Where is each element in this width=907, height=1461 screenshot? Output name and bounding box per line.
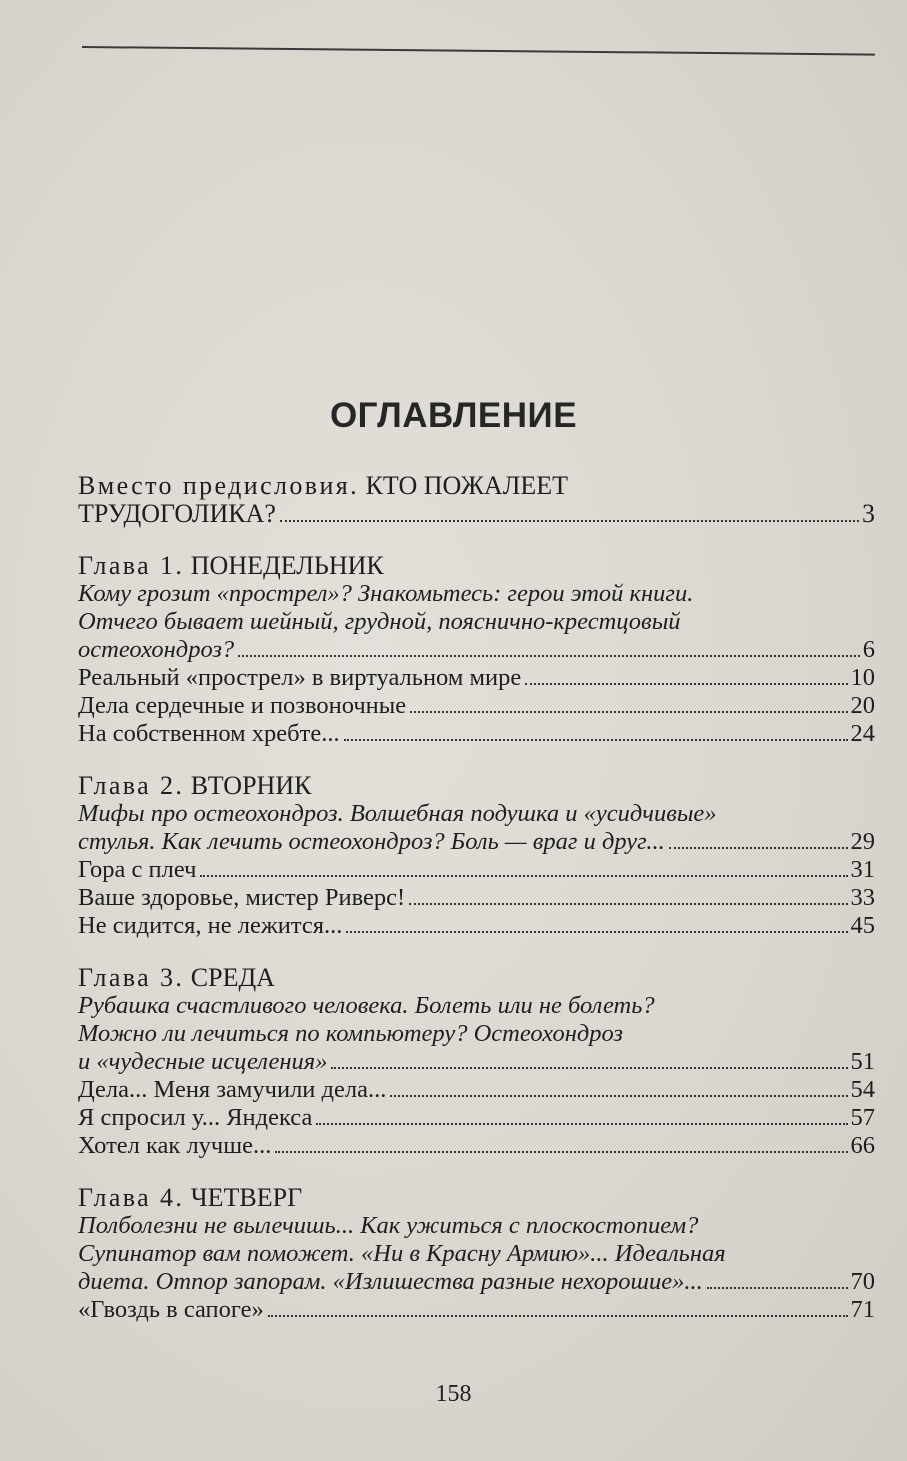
dot-leader	[525, 683, 847, 685]
toc-entry: Реальный «прострел» в виртуальном мире 10	[78, 664, 875, 691]
dot-leader	[344, 739, 848, 741]
dot-leader	[238, 655, 860, 657]
dot-leader	[280, 520, 859, 522]
dot-leader	[707, 1287, 848, 1289]
dot-leader	[268, 1315, 848, 1317]
chapter-summary: Полболезни не вылечишь... Как ужиться с плоскостопием? Супинатор вам поможет. «Ни в Красну Армию»... Идеальная диета. Отпор запорам. «Излишества разные нехорошие»... 70	[78, 1212, 875, 1295]
page-number: 51	[850, 1048, 875, 1075]
toc-entry: «Гвоздь в сапоге» 71	[78, 1296, 875, 1323]
page-number: 57	[850, 1104, 875, 1131]
toc-entry: На собственном хребте... 24	[78, 720, 875, 747]
page-number: 20	[850, 692, 875, 719]
page-number: 71	[850, 1296, 875, 1323]
preface-title-line2: ТРУДОГОЛИКА?	[78, 499, 276, 528]
page-number: 24	[850, 720, 875, 747]
dot-leader	[409, 903, 847, 905]
preface-title-line1: КТО ПОЖАЛЕЕТ	[365, 471, 568, 500]
dot-leader	[390, 1095, 847, 1097]
page-number: 10	[850, 664, 875, 691]
page-number: 3	[862, 499, 875, 528]
preface-entry	[78, 472, 875, 528]
chapter-summary: Мифы про остеохондроз. Волшебная подушка и «усидчивые» стулья. Как лечить остеохондроз? Боль — враг и друг... 29	[78, 800, 875, 855]
dot-leader	[669, 847, 848, 849]
top-rule	[82, 46, 875, 56]
page-number: 54	[850, 1076, 875, 1103]
chapter-heading	[78, 1184, 875, 1212]
chapter-label: Глава 1.	[78, 551, 185, 580]
chapter-label: Глава 3.	[78, 963, 185, 992]
page-number: 6	[862, 636, 875, 663]
page-number: 33	[850, 884, 875, 911]
dot-leader	[316, 1123, 847, 1125]
chapter-heading	[78, 552, 875, 580]
chapter-summary: Кому грозит «прострел»? Знакомьтесь: герои этой книги. Отчего бывает шейный, грудной, пояснично-крестцовый остеохондроз? 6	[78, 580, 875, 663]
preface-prefix: Вместо предисловия.	[78, 471, 360, 500]
page-number: 29	[850, 828, 875, 855]
chapter-summary: Рубашка счастливого человека. Болеть или не болеть? Можно ли лечиться по компьютеру? Остеохондроз и «чудесные исцеления» 51	[78, 992, 875, 1075]
chapter-label: Глава 2.	[78, 771, 185, 800]
toc-entry: Хотел как лучше... 66	[78, 1132, 875, 1159]
chapter-4	[78, 1184, 875, 1324]
chapter-name: ЧЕТВЕРГ	[190, 1183, 303, 1212]
chapter-label: Глава 4.	[78, 1183, 185, 1212]
toc-entry: Дела... Меня замучили дела... 54	[78, 1076, 875, 1103]
chapter-name: ПОНЕДЕЛЬНИК	[190, 551, 384, 580]
page-number: 66	[850, 1132, 875, 1159]
chapter-heading	[78, 964, 875, 992]
dot-leader	[275, 1151, 847, 1153]
dot-leader	[410, 711, 847, 713]
dot-leader	[346, 931, 847, 933]
page-title: ОГЛАВЛЕНИЕ	[329, 396, 578, 435]
chapter-name: ВТОРНИК	[190, 771, 312, 800]
chapter-3	[78, 964, 875, 1160]
dot-leader	[331, 1067, 847, 1069]
toc-entry: Дела сердечные и позвоночные 20	[78, 692, 875, 719]
page-number: 31	[850, 856, 875, 883]
page-number: 70	[850, 1268, 875, 1295]
chapter-name: СРЕДА	[190, 963, 275, 992]
toc-entry: Я спросил у... Яндекса 57	[78, 1104, 875, 1131]
toc-entry: Не сидится, не лежится... 45	[78, 912, 875, 939]
dot-leader	[200, 875, 847, 877]
chapter-heading	[78, 772, 875, 800]
page-number: 45	[850, 912, 875, 939]
toc-entry: Ваше здоровье, мистер Риверс! 33	[78, 884, 875, 911]
table-of-contents	[78, 472, 875, 1348]
chapter-2	[78, 772, 875, 940]
toc-entry: Гора с плеч 31	[78, 856, 875, 883]
chapter-1	[78, 552, 875, 748]
page-footer-number: 158	[435, 1381, 472, 1407]
